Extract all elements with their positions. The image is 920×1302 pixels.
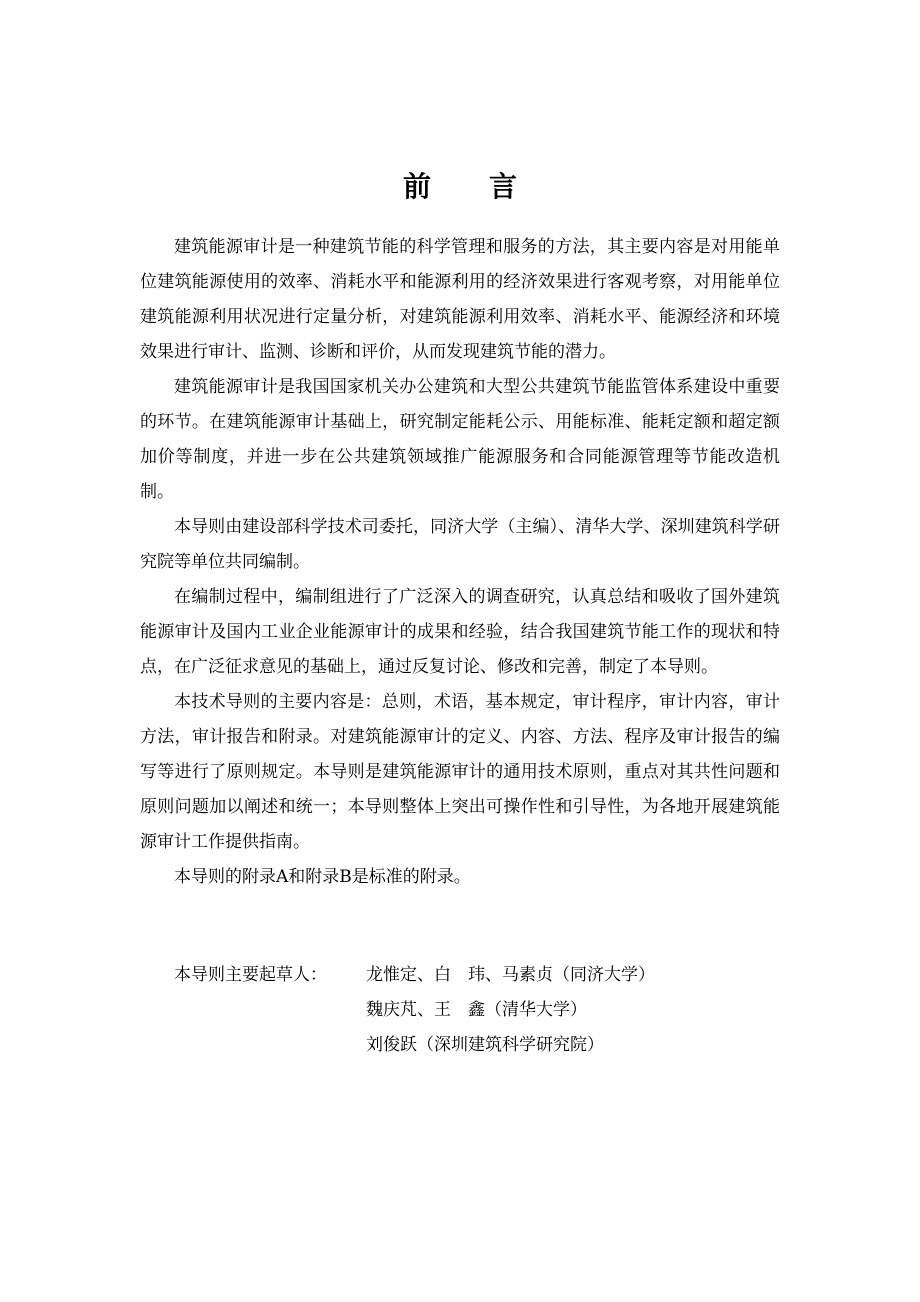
drafter-names-tsinghua: 魏庆芃、王 鑫（清华大学） xyxy=(366,1000,587,1020)
drafter-names-tongji: 龙惟定、白 玮、马素贞（同济大学） xyxy=(366,965,655,985)
page-title: 前言 xyxy=(402,170,575,203)
paragraph-1: 建筑能源审计是一种建筑节能的科学管理和服务的方法，其主要内容是对用能单位建筑能源使用的效率、消耗水平和能源利用的经济效果进行客观考察，对用能单位建筑能源利用状况进行定量分析，对建筑能源利用效率、消耗水平、能源经济和环境效果进行审计、监测、诊断和评价，从而发现建筑节能的潜力。 xyxy=(140,237,780,362)
drafter-names-shenzhen: 刘俊跃（深圳建筑科学研究院） xyxy=(366,1035,604,1055)
preface-body xyxy=(140,230,780,895)
drafter-row-2 xyxy=(140,993,780,1028)
drafters-block xyxy=(140,958,780,1063)
paragraph-3: 本导则由建设部科学技术司委托，同济大学（主编）、清华大学、深圳建筑科学研究院等单位共同编制。 xyxy=(140,517,780,572)
paragraph-5: 本技术导则的主要内容是：总则，术语，基本规定，审计程序，审计内容，审计方法，审计报告和附录。对建筑能源审计的定义、内容、方法、程序及审计报告的编写等进行了原则规定。本导则是建筑能源审计的通用技术原则，重点对其共性问题和原则问题加以阐述和统一；本导则整体上突出可操作性和引导性，为各地开展建筑能源审计工作提供指南。 xyxy=(140,692,780,852)
drafter-row-3 xyxy=(140,1028,780,1063)
drafters-label: 本导则主要起草人： xyxy=(174,965,327,985)
drafter-row-1 xyxy=(140,958,780,993)
paragraph-4: 在编制过程中，编制组进行了广泛深入的调查研究，认真总结和吸收了国外建筑能源审计及国内工业企业能源审计的成果和经验，结合我国建筑节能工作的现状和特点，在广泛征求意见的基础上，通过反复讨论、修改和完善，制定了本导则。 xyxy=(140,587,780,677)
paragraph-2: 建筑能源审计是我国国家机关办公建筑和大型公共建筑节能监管体系建设中重要的环节。在建筑能源审计基础上，研究制定能耗公示、用能标准、能耗定额和超定额加价等制度，并进一步在公共建筑领域推广能源服务和合同能源管理等节能改造机制。 xyxy=(140,377,780,502)
paragraph-6: 本导则的附录A和附录B是标准的附录。 xyxy=(174,867,471,887)
